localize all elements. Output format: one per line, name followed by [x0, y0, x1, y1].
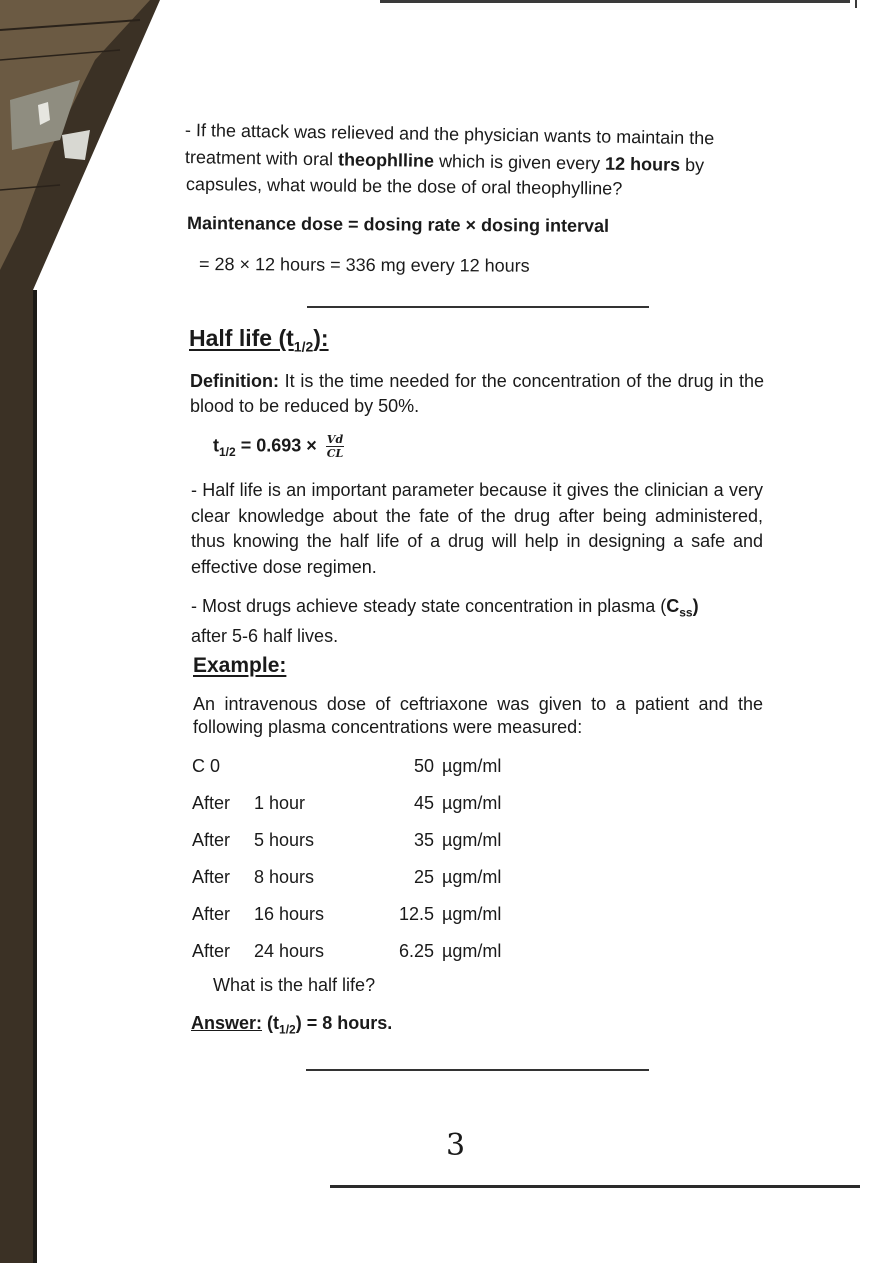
row-value: 45 [413, 793, 434, 813]
row-unit: µgm/ml [442, 904, 502, 924]
steady-state-paragraph: - Most drugs achieve steady state concentration in plasma $(C_{ss})$ after 5-6 half lives. [191, 596, 699, 646]
maintenance-formula: Maintenance dose = dosing rate × dosing interval [186, 213, 610, 236]
row-value: 25 [413, 867, 434, 887]
row-label: After [192, 904, 231, 924]
half-life-heading: Half life $(t_{1/2})$: [189, 325, 329, 355]
section-divider [307, 306, 649, 308]
paper-bottom-edge [330, 1185, 860, 1188]
half-life-equation: $t_{1/2} = 0.693$ × $\frac{Vd}{CL}$ [213, 433, 344, 460]
row-value: 12.5 [398, 904, 434, 924]
page-number: 3 [446, 1128, 466, 1163]
row-value: 50 [413, 756, 434, 776]
row-value: 35 [413, 830, 434, 850]
row-label: After [192, 941, 231, 961]
concentration-table [192, 748, 522, 970]
row-unit: µgm/ml [442, 830, 502, 850]
table-row [192, 896, 522, 933]
row-unit: µgm/ml [442, 867, 502, 887]
row-label: After [192, 793, 231, 813]
vd-over-cl-fraction: $\frac{Vd}{CL}$ [326, 433, 344, 460]
row-unit: µgm/ml [442, 793, 502, 813]
section-divider-bottom [306, 1069, 649, 1071]
example-question: What is the half life? [213, 975, 376, 995]
row-label: After [192, 830, 231, 850]
row-time: 1 hour [254, 793, 306, 813]
row-unit: µgm/ml [442, 941, 502, 961]
table-row [192, 822, 522, 859]
row-label: After [192, 867, 231, 887]
half-life-importance-paragraph: - Half life is an important parameter because it gives the clinician a very clear knowledge about the fate of the drug after being administered, thus knowing the half life of a drug will help in designing a safe and effective dose regimen. [191, 480, 763, 577]
row-time: 24 hours [254, 941, 325, 961]
example-intro: An intravenous dose of ceftriaxone was given to a patient and the following plasma concentrations were measured: [193, 694, 763, 737]
row-time: 8 hours [254, 867, 315, 887]
intro-line-3: capsules, what would be the dose of oral theophylline? [185, 174, 623, 199]
example-answer: Answer: $(t_{1/2}) = 8$ hours. [191, 1013, 393, 1037]
table-row [192, 859, 522, 896]
row-label: C 0 [192, 756, 221, 776]
example-heading: Example: [193, 654, 287, 677]
half-life-definition: Definition: It is the time needed for the concentration of the drug in the blood to be reduced by 50%. [190, 371, 764, 416]
row-time: 16 hours [254, 904, 325, 924]
row-value: 6.25 [398, 941, 434, 961]
row-time [254, 748, 392, 785]
intro-line-1: - If the attack was relieved and the physician wants to maintain the [184, 120, 715, 149]
row-unit: µgm/ml [442, 756, 502, 776]
table-row [192, 785, 522, 822]
row-time: 5 hours [254, 830, 315, 850]
intro-line-2: treatment with oral theophlline which is given every 12 hours by [184, 147, 705, 176]
table-row [192, 933, 522, 970]
maintenance-calculation: = 28 × 12 hours = 336 mg every 12 hours [198, 254, 530, 276]
table-row [192, 748, 522, 785]
